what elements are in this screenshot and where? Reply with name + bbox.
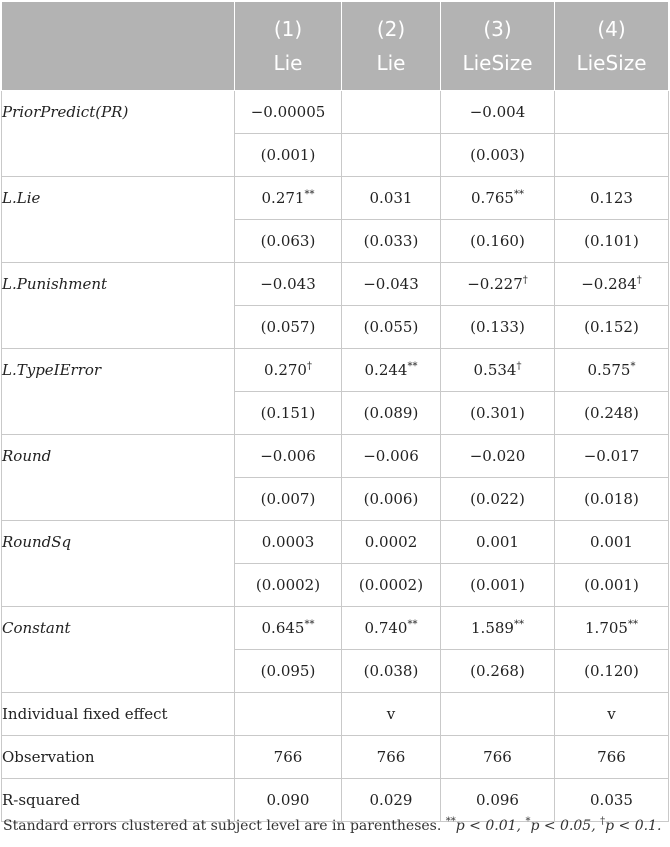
coef-cell (342, 91, 441, 134)
coef-cell (342, 177, 441, 220)
se-cell (235, 220, 342, 263)
se-cell (235, 564, 342, 607)
se-value: (0.007) (260, 490, 316, 508)
variable-label: L.Lie (2, 189, 41, 207)
se-cell (555, 564, 669, 607)
se-value: (0.057) (260, 318, 316, 336)
significance-mark: ** (407, 361, 418, 372)
se-value: (0.133) (470, 318, 525, 336)
se-cell (342, 134, 441, 177)
coef-cell (555, 349, 669, 392)
coef-value: −0.006 (363, 447, 419, 465)
summary-cell: 766 (342, 736, 441, 779)
se-value: (0.001) (584, 576, 639, 594)
coef-cell (342, 263, 441, 306)
se-cell (342, 306, 441, 349)
coef-value: −0.043 (363, 275, 419, 293)
summary-row (2, 736, 669, 779)
header-col-3: (3) LieSize (441, 2, 555, 91)
se-value: (0.0002) (358, 576, 424, 594)
coef-row (2, 91, 669, 134)
coef-value: −0.006 (260, 447, 316, 465)
se-value: (0.063) (260, 232, 316, 250)
header-corner (2, 2, 235, 91)
se-value: (0.248) (584, 404, 639, 422)
coef-cell (441, 177, 555, 220)
significance-mark: ** (407, 619, 418, 630)
coef-cell (342, 435, 441, 478)
significance-mark: ** (513, 189, 524, 200)
coef-cell (235, 177, 342, 220)
coef-value: 0.0003 (261, 533, 315, 551)
se-cell (342, 564, 441, 607)
significance-mark: * (630, 361, 636, 372)
coef-value: 1.705 (585, 619, 628, 637)
se-value: (0.151) (260, 404, 316, 422)
se-cell (235, 392, 342, 435)
significance-mark: † (522, 275, 528, 286)
se-value: (0.001) (260, 146, 316, 164)
se-value: (0.268) (470, 662, 525, 680)
significance-mark: † (306, 361, 312, 372)
coef-value: 0.271 (261, 189, 305, 207)
se-cell (441, 478, 555, 521)
variable-label: L.Punishment (2, 275, 108, 293)
coef-cell (441, 435, 555, 478)
se-value: (0.022) (470, 490, 525, 508)
coef-cell (235, 91, 342, 134)
coef-cell (342, 521, 441, 564)
se-value: (0.089) (363, 404, 419, 422)
se-cell (235, 134, 342, 177)
se-cell (555, 220, 669, 263)
se-value: (0.018) (584, 490, 639, 508)
se-cell (342, 220, 441, 263)
se-cell (441, 564, 555, 607)
coef-row (2, 177, 669, 220)
se-value: (0.033) (363, 232, 419, 250)
se-value: (0.120) (584, 662, 639, 680)
coef-value: −0.284 (581, 275, 637, 293)
se-value: (0.101) (584, 232, 639, 250)
variable-label: Constant (2, 619, 71, 637)
coef-value: −0.227 (467, 275, 523, 293)
summary-cell: 0.090 (235, 779, 342, 822)
se-cell (235, 650, 342, 693)
se-value: (0.001) (470, 576, 525, 594)
coef-value: 0.575 (587, 361, 631, 379)
coef-cell (441, 521, 555, 564)
coef-cell (235, 607, 342, 650)
se-value: (0.055) (363, 318, 419, 336)
significance-mark: ** (304, 189, 315, 200)
coef-value: 0.0002 (364, 533, 418, 551)
summary-row (2, 779, 669, 822)
summary-label: R-squared (2, 779, 235, 822)
summary-label: Individual fixed effect (2, 693, 235, 736)
coef-value: 0.031 (369, 189, 413, 207)
coef-row (2, 349, 669, 392)
coef-cell (555, 263, 669, 306)
variable-label: Round (2, 447, 52, 465)
coef-cell (235, 349, 342, 392)
coef-value: 1.589 (471, 619, 514, 637)
summary-cell: v (555, 693, 669, 736)
se-cell (441, 134, 555, 177)
se-value: (0.0002) (255, 576, 321, 594)
significance-mark: ** (513, 619, 524, 630)
table-footnote: Standard errors clustered at subject level are in parentheses. **p < 0.01, *p < 0.05, †p < 0.1. (3, 816, 662, 834)
se-value: (0.003) (470, 146, 525, 164)
se-cell (555, 650, 669, 693)
summary-row (2, 693, 669, 736)
coef-cell (555, 521, 669, 564)
coef-value: −0.020 (469, 447, 526, 465)
coef-cell (441, 607, 555, 650)
se-cell (441, 650, 555, 693)
se-value: (0.152) (584, 318, 639, 336)
regression-table (1, 1, 669, 822)
se-cell (555, 478, 669, 521)
se-cell (342, 392, 441, 435)
summary-cell: 0.029 (342, 779, 441, 822)
header-row (2, 2, 669, 91)
summary-cell: 766 (235, 736, 342, 779)
coef-value: 0.244 (364, 361, 408, 379)
se-cell (555, 392, 669, 435)
se-cell (342, 650, 441, 693)
se-cell (441, 392, 555, 435)
summary-cell: 0.035 (555, 779, 669, 822)
variable-name (2, 435, 235, 521)
coef-cell (235, 435, 342, 478)
variable-name (2, 91, 235, 177)
variable-label: L.TypeIError (2, 361, 102, 379)
variable-name (2, 349, 235, 435)
coef-value: 0.001 (476, 533, 519, 551)
coef-cell (555, 91, 669, 134)
se-cell (555, 134, 669, 177)
coef-value: 0.765 (471, 189, 514, 207)
summary-cell: 766 (555, 736, 669, 779)
se-value: (0.038) (363, 662, 419, 680)
variable-label: RoundSq (2, 533, 72, 551)
summary-cell: v (342, 693, 441, 736)
significance-mark: ** (304, 619, 315, 630)
se-value: (0.160) (470, 232, 525, 250)
coef-value: 0.534 (473, 361, 517, 379)
se-cell (555, 306, 669, 349)
se-value: (0.006) (363, 490, 419, 508)
header-col-1: (1) Lie (235, 2, 342, 91)
summary-cell: 0.096 (441, 779, 555, 822)
se-cell (235, 306, 342, 349)
coef-row (2, 435, 669, 478)
variable-label: PriorPredict(PR) (2, 103, 129, 121)
coef-cell (235, 263, 342, 306)
se-value: (0.095) (260, 662, 316, 680)
se-cell (441, 306, 555, 349)
significance-mark: † (636, 275, 642, 286)
coef-row (2, 607, 669, 650)
se-cell (235, 478, 342, 521)
significance-mark: † (516, 361, 522, 372)
coef-cell (441, 91, 555, 134)
summary-label: Observation (2, 736, 235, 779)
coef-row (2, 521, 669, 564)
coef-value: 0.123 (590, 189, 633, 207)
coef-cell (441, 263, 555, 306)
summary-cell (235, 693, 342, 736)
se-value: (0.301) (470, 404, 525, 422)
header-col-2: (2) Lie (342, 2, 441, 91)
coef-cell (555, 607, 669, 650)
coef-cell (342, 607, 441, 650)
se-cell (342, 478, 441, 521)
coef-value: −0.017 (583, 447, 640, 465)
coef-cell (555, 177, 669, 220)
coef-value: 0.645 (261, 619, 305, 637)
coef-value: 0.740 (364, 619, 408, 637)
variable-name (2, 521, 235, 607)
summary-cell (441, 693, 555, 736)
coef-value: 0.001 (590, 533, 633, 551)
coef-cell (235, 521, 342, 564)
coef-cell (441, 349, 555, 392)
variable-name (2, 177, 235, 263)
significance-mark: ** (627, 619, 638, 630)
coef-value: −0.004 (469, 103, 526, 121)
header-col-4: (4) LieSize (555, 2, 669, 91)
coef-value: −0.043 (260, 275, 316, 293)
summary-cell: 766 (441, 736, 555, 779)
variable-name (2, 607, 235, 693)
coef-value: 0.270 (264, 361, 307, 379)
se-cell (441, 220, 555, 263)
coef-cell (342, 349, 441, 392)
coef-value: −0.00005 (250, 103, 326, 121)
coef-cell (555, 435, 669, 478)
coef-row (2, 263, 669, 306)
variable-name (2, 263, 235, 349)
